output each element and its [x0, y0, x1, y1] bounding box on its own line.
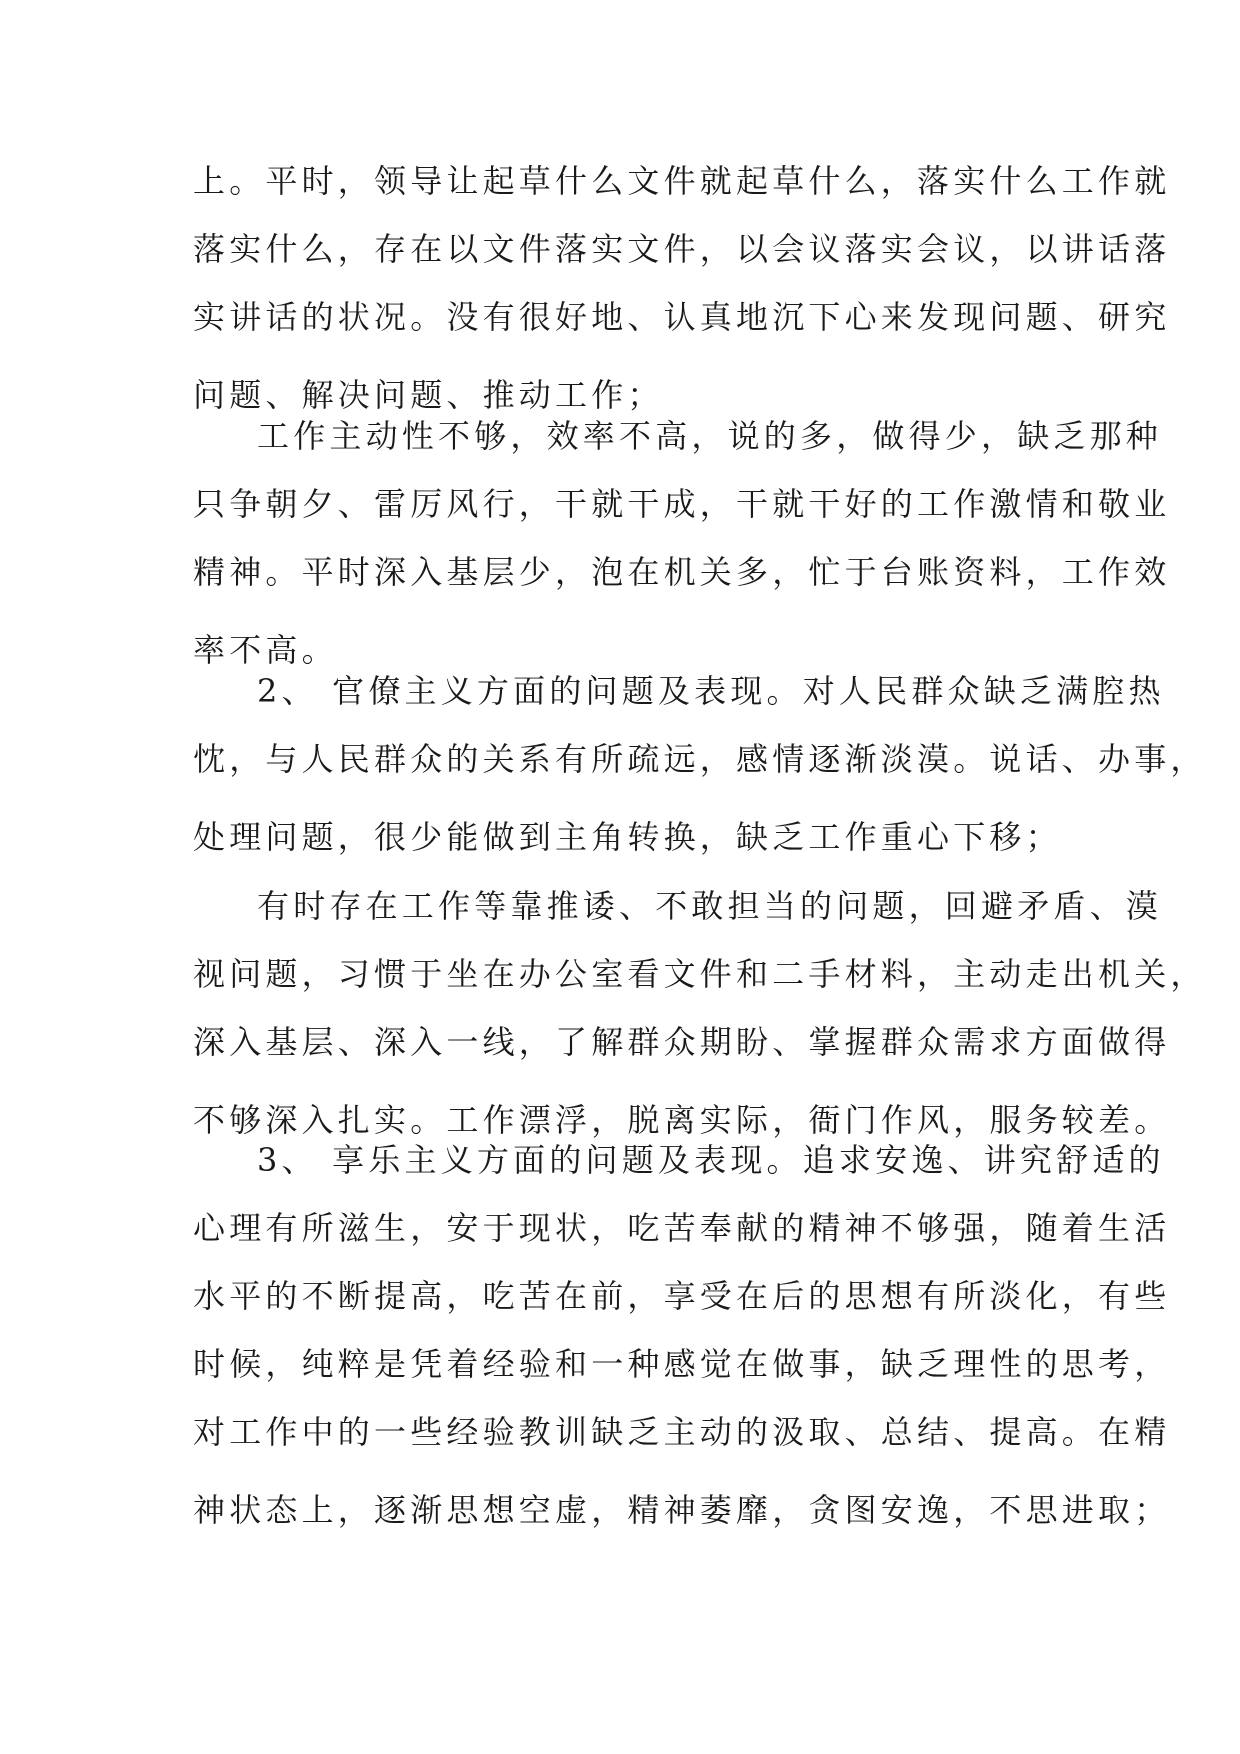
paragraph-5: [193, 1141, 1171, 1529]
paragraph-line: 视问题，习惯于坐在办公室看文件和二手材料，主动走出机关，: [193, 955, 1207, 993]
paragraph-line: 有时存在工作等靠推诿、不敢担当的问题，回避矛盾、漠: [257, 887, 1163, 925]
paragraph-1: [193, 162, 1171, 414]
paragraph-line: 忱，与人民群众的关系有所疏远，感情逐渐淡漠。说话、办事，: [193, 740, 1207, 778]
paragraph-line: 工作主动性不够，效率不高，说的多，做得少，缺乏那种: [257, 417, 1163, 455]
paragraph-line: 水平的不断提高，吃苦在前，享受在后的思想有所淡化，有些: [193, 1277, 1171, 1315]
paragraph-line: 神状态上，逐渐思想空虚，精神萎靡，贪图安逸，不思进取；: [193, 1491, 1171, 1529]
paragraph-line: 处理问题，很少能做到主角转换，缺乏工作重心下移；: [193, 818, 1062, 856]
paragraph-line: 对工作中的一些经验教训缺乏主动的汲取、总结、提高。在精: [193, 1413, 1171, 1451]
paragraph-line: 2、 官僚主义方面的问题及表现。对人民群众缺乏满腔热: [257, 672, 1165, 710]
paragraph-line: 落实什么，存在以文件落实文件，以会议落实会议，以讲话落: [193, 230, 1171, 268]
paragraph-line: 3、 享乐主义方面的问题及表现。追求安逸、讲究舒适的: [257, 1141, 1165, 1179]
paragraph-line: 不够深入扎实。工作漂浮，脱离实际，衙门作风，服务较差。: [193, 1101, 1171, 1139]
paragraph-line: 只争朝夕、雷厉风行，干就干成，干就干好的工作激情和敬业: [193, 485, 1171, 523]
paragraph-2: [193, 417, 1171, 669]
paragraph-line: 问题、解决问题、推动工作；: [193, 376, 664, 414]
paragraph-3: [193, 672, 1207, 856]
paragraph-line: 时候，纯粹是凭着经验和一种感觉在做事，缺乏理性的思考，: [193, 1345, 1171, 1383]
paragraph-line: 实讲话的状况。没有很好地、认真地沉下心来发现问题、研究: [193, 298, 1171, 336]
paragraph-line: 深入基层、深入一线，了解群众期盼、掌握群众需求方面做得: [193, 1023, 1171, 1061]
paragraph-line: 率不高。: [193, 631, 338, 669]
paragraph-line: 精神。平时深入基层少，泡在机关多，忙于台账资料，工作效: [193, 553, 1171, 591]
paragraph-4: [193, 887, 1207, 1139]
paragraph-line: 上。平时，领导让起草什么文件就起草什么，落实什么工作就: [193, 162, 1171, 200]
paragraph-line: 心理有所滋生，安于现状，吃苦奉献的精神不够强，随着生活: [193, 1209, 1171, 1247]
